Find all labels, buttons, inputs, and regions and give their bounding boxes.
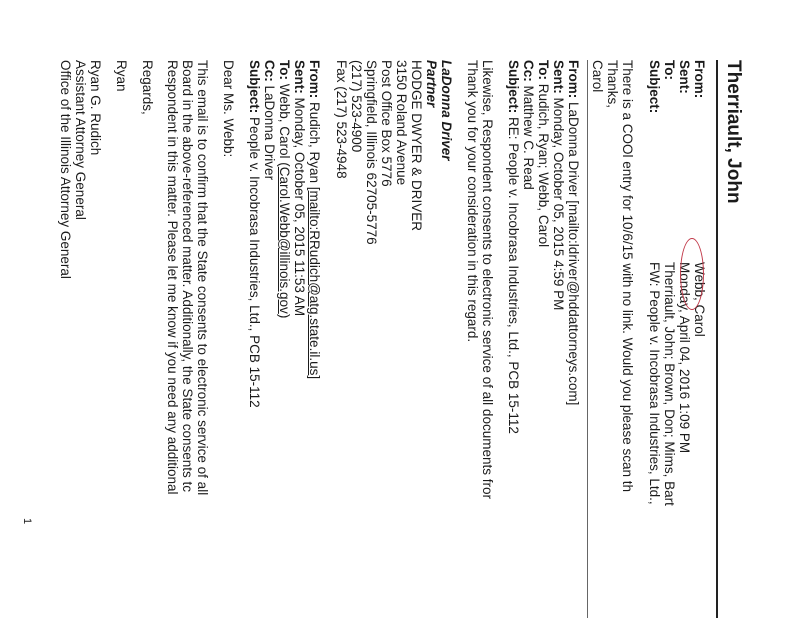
hand-drawn-circle-annotation bbox=[680, 238, 704, 310]
title-rule bbox=[716, 60, 718, 618]
fwd1-sig-firm: HODGE DWYER & DRIVER bbox=[409, 60, 424, 232]
fwd2-regards: Regards, bbox=[140, 60, 155, 115]
fwd1-sig-pobox: Post Office Box 5776 bbox=[379, 60, 394, 187]
page-number: 1 bbox=[21, 518, 33, 525]
fwd1-sig-phone: (217) 523-4900 bbox=[349, 60, 364, 153]
fwd2-body-line-1: This email is to confirm that the State consents to electronic service of all bbox=[195, 60, 210, 496]
header-from-value: Webb, Carol bbox=[692, 262, 707, 337]
fwd2-sig-title: Assistant Attorney General bbox=[73, 60, 88, 220]
header-subject-value: FW: People v. Incobrasa Industries, Ltd., bbox=[647, 262, 662, 505]
fwd1-body-line-1: Likewise, Respondent consents to electronic service of all documents fror bbox=[480, 60, 495, 499]
fwd2-greeting: Dear Ms. Webb: bbox=[221, 60, 236, 158]
fwd1-sig-street: 3150 Roland Avenue bbox=[394, 60, 409, 186]
fwd2-subject: Subject: People v. Incobrasa Industries, Ltd., PCB 15-112 bbox=[247, 60, 262, 408]
fwd2-sig-name: Ryan G. Rudich bbox=[88, 60, 103, 156]
message-signature: Carol bbox=[590, 60, 605, 93]
header-to-label: To: bbox=[662, 60, 677, 80]
fwd2-sent: Sent: Monday, October 05, 2015 11:53 AM bbox=[292, 60, 307, 317]
header-sent-value: Monday, April 04, 2016 1:09 PM bbox=[677, 262, 692, 454]
fwd1-sig-fax: Fax (217) 523-4948 bbox=[334, 60, 349, 179]
circled-date: 10/6/15 bbox=[620, 214, 635, 260]
fwd2-to: To: Webb, Carol (Carol.Webb@illinois.gov) bbox=[277, 60, 292, 319]
fwd1-to: To: Rudich, Ryan; Webb, Carol bbox=[536, 60, 551, 248]
fwd2-signoff: Ryan bbox=[114, 60, 129, 92]
fwd2-body-line-2: Board in the above-referenced matter. Additionally, the State consents tc bbox=[180, 60, 195, 493]
header-subject-label: Subject: bbox=[647, 60, 662, 114]
fwd1-cc: Cc: Matthew C. Read bbox=[521, 60, 536, 190]
fwd2-from: From: Rudich, Ryan [mailto:RRudich@atg.state.il.us] bbox=[307, 60, 322, 380]
header-to-value: Therriault, John; Brown, Don; Mims, Bart bbox=[662, 262, 677, 506]
fwd1-sig-title: Partner bbox=[424, 60, 439, 108]
message-line-1: There is a COOl entry for 10/6/15 with no link. Would you please scan th bbox=[620, 60, 635, 492]
fwd2-cc: Cc: LaDonna Driver bbox=[262, 60, 277, 181]
header-sent-label: Sent: bbox=[677, 60, 692, 94]
fwd2-to-link[interactable]: Carol.Webb@illinois.gov bbox=[277, 166, 292, 314]
fwd1-sig-name: LaDonna Driver bbox=[439, 60, 454, 161]
header-from-label: From: bbox=[692, 60, 707, 99]
message-thanks: Thanks, bbox=[605, 60, 620, 109]
fwd1-body-line-2: Thank you for your consideration in this regard. bbox=[465, 60, 480, 343]
fwd1-subject: Subject: RE: People v. Incobrasa Industries, Ltd., PCB 15-112 bbox=[506, 60, 521, 434]
fwd2-from-link[interactable]: mailto:RRudich@atg.state.il.us bbox=[307, 190, 322, 376]
fwd2-sig-office: Office of the Illinois Attorney General bbox=[58, 60, 73, 279]
forward-separator bbox=[587, 60, 588, 618]
fwd1-sent: Sent: Monday, October 05, 2015 4:59 PM bbox=[551, 60, 566, 311]
page-title: Therriault, John bbox=[723, 60, 744, 204]
fwd1-from: From: LaDonna Driver [mailto:ldriver@hddattorneys.com] bbox=[566, 60, 581, 406]
fwd1-sig-city: Springfield, Illinois 62705-5776 bbox=[364, 60, 379, 245]
fwd2-body-line-3: Respondent in this matter. Please let me know if you need any additional bbox=[165, 60, 180, 495]
